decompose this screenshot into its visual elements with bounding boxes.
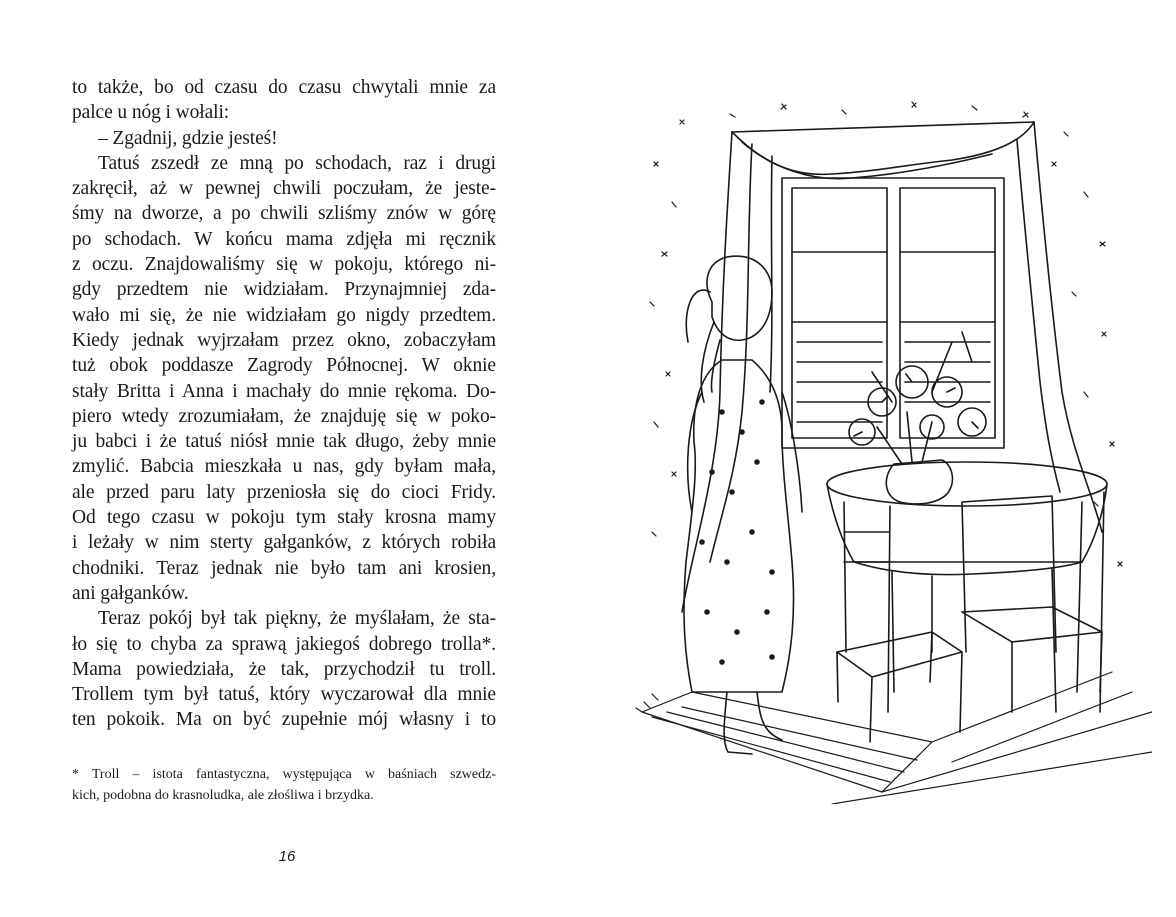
curtains [682, 122, 1102, 612]
body-line: Od tego czasu w pokoju tym stały krosna mamy [72, 507, 496, 529]
body-line: Mama powiedziała, że tak, przychodził tu troll. [72, 658, 496, 680]
body-line: po schodach. W końcu mama zdjęła mi ręcznik [72, 228, 496, 250]
body-line: zmylić. Babcia mieszkała u nas, gdy byłam mała, [72, 456, 496, 478]
body-line: ani gałganków. [72, 582, 189, 604]
body-line: Tatuś zszedł ze mną po schodach, raz i drugi [98, 152, 496, 174]
body-line: chodniki. Teraz jednak nie było tam ani krosien, [72, 557, 496, 579]
girl-figure [684, 256, 802, 754]
body-line: wało mi się, że nie widziałam go nigdy przedtem. [72, 304, 496, 326]
illustration-girl-at-table [632, 92, 1152, 804]
body-line: Trollem tym był tatuś, który wyczarował dla mnie [72, 684, 496, 706]
page-number: 16 [278, 848, 296, 865]
footnote [72, 764, 496, 806]
body-line: ale przed paru laty przeniosła się do cioci Fridy. [72, 481, 496, 503]
body-line: śmy na dworze, a po chwili szliśmy znów w górę [72, 203, 496, 225]
chairs [837, 492, 1104, 742]
footnote-line: kich, podobna do krasnoludka, ale złośliwa i brzydka. [72, 788, 374, 803]
body-line: – Zgadnij, gdzie jesteś! [98, 127, 278, 149]
body-line: ło się to chyba za sprawą jakiegoś dobrego trolla*. [72, 633, 496, 655]
body-line: to także, bo od czasu do czasu chwytali mnie za [72, 77, 496, 98]
body-line: gdy przedtem nie widziałam. Przynajmniej zda- [72, 279, 496, 301]
body-line: ten pokoik. Ma on być zupełnie mój własny i to [72, 709, 496, 731]
body-line: palce u nóg i wołali: [72, 102, 230, 124]
body-line: Kiedy jednak wyjrzałam przez okno, zobaczyłam [72, 329, 496, 351]
body-line: i leżały w nim sterty gałganków, z których robiła [72, 532, 496, 554]
curtain-valance [732, 122, 1034, 179]
body-line: z oczu. Znajdowaliśmy się w pokoju, którego ni- [72, 254, 496, 276]
body-text [72, 75, 496, 733]
footnote-line: * Troll – istota fantastyczna, występująca w baśniach szwedz- [72, 767, 496, 782]
body-line: piero wtedy zrozumiałam, że znajduję się w poko- [72, 405, 496, 427]
body-line: ju babci i że tatuś niósł mnie tak długo, żeby mnie [72, 431, 496, 453]
body-line: Teraz pokój był tak piękny, że myślałam, że sta- [98, 608, 496, 630]
flower-vase [849, 332, 986, 504]
body-line: zakręcił, aż w pewnej chwili poczułam, że jeste- [72, 178, 496, 200]
body-line: stały Britta i Anna i machały do mnie rękoma. Do- [72, 380, 496, 402]
body-line: tuż obok poddasze Zagrody Północnej. W oknie [72, 355, 496, 377]
